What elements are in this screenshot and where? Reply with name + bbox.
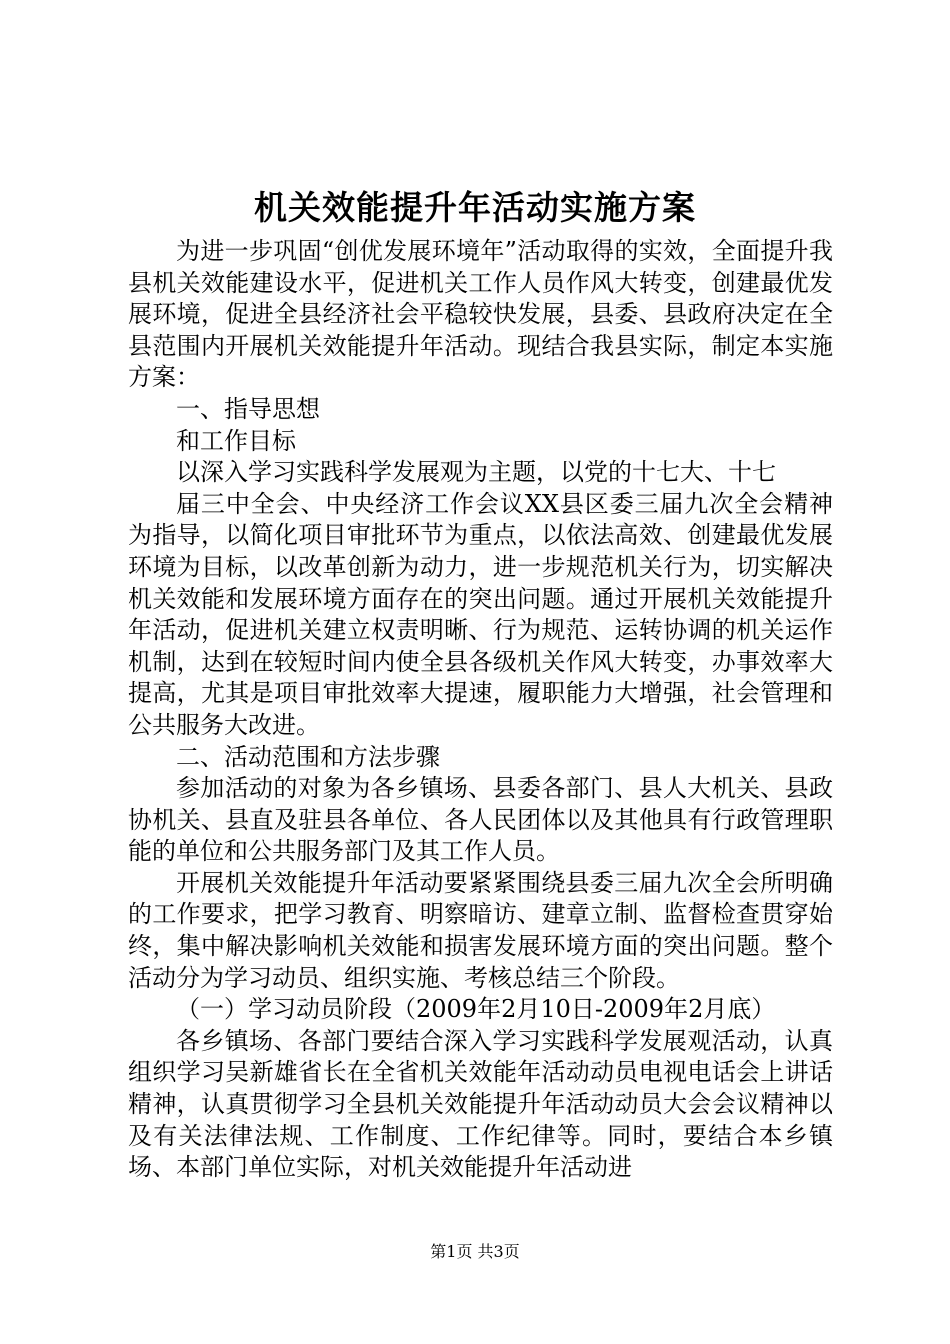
body-paragraph: 以深入学习实践科学发展观为主题，以党的十七大、十七 (176, 458, 776, 487)
page-footer: 第1页 共3页 (430, 1242, 520, 1261)
document-title: 机关效能提升年活动实施方案 (254, 188, 696, 227)
body-paragraph: 参加活动的对象为各乡镇场、县委各部门、县人大机关、县政协机关、县直及驻县各单位、各人民团体以及其他具有行政管理职能的单位和公共服务部门及其工作人员。 (128, 774, 833, 866)
body-paragraph: （一）学习动员阶段（2009年2月10日-2009年2月底） (176, 995, 776, 1024)
body-paragraph: 届三中全会、中央经济工作会议XX县区委三届九次全会精神为指导，以简化项目审批环节为重点，以依法高效、创建最优发展环境为目标，以改革创新为动力，进一步规范机关行为，切实解决机关效能和发展环境方面存在的突出问题。通过开展机关效能提升年活动，促进机关建立权责明晰、行为规范、运转协调的机关运作机制，达到在较短时间内使全县各级机关作风大转变，办事效率大提高，尤其是项目审批效率大提速，履职能力大增强，社会管理和公共服务大改进。 (128, 489, 833, 739)
body-paragraph: 各乡镇场、各部门要结合深入学习实践科学发展观活动，认真组织学习吴新雄省长在全省机关效能年活动动员电视电话会上讲话精神，认真贯彻学习全县机关效能提升年活动动员大会会议精神以及有关法律法规、工作制度、工作纪律等。同时，要结合本乡镇场、本部门单位实际，对机关效能提升年活动进 (128, 1026, 833, 1182)
body-paragraph: 和工作目标 (176, 426, 296, 455)
body-paragraph: 二、活动范围和方法步骤 (176, 742, 440, 771)
document-body (128, 236, 833, 1184)
body-paragraph: 为进一步巩固“创优发展环境年”活动取得的实效，全面提升我县机关效能建设水平，促进机关工作人员作风大转变，创建最优发展环境，促进全县经济社会平稳较快发展，县委、县政府决定在全县范围内开展机关效能提升年活动。现结合我县实际，制定本实施方案： (128, 237, 833, 392)
body-paragraph: 开展机关效能提升年活动要紧紧围绕县委三届九次全会所明确的工作要求，把学习教育、明察暗访、建章立制、监督检查贯穿始终，集中解决影响机关效能和损害发展环境方面的突出问题。整个活动分为学习动员、组织实施、考核总结三个阶段。 (128, 868, 833, 992)
body-paragraph: 一、指导思想 (176, 394, 320, 423)
